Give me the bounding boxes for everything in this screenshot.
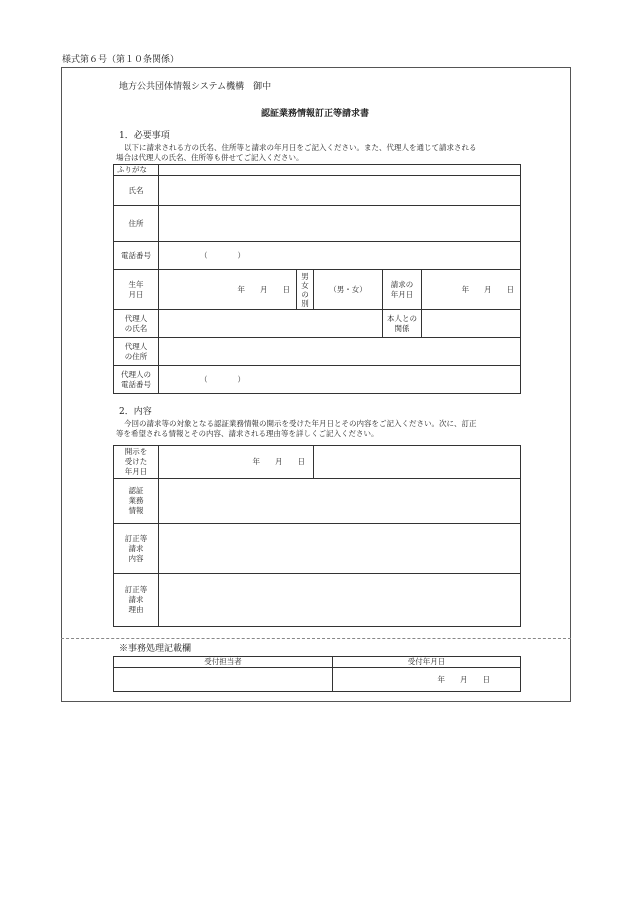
name-label: 氏名: [114, 176, 159, 206]
correction-reason-label-1: 訂正等: [124, 585, 148, 594]
request-date-label: [383, 270, 422, 310]
request-date-label-1: 請求の: [390, 279, 414, 289]
request-date-field[interactable]: [422, 270, 521, 310]
birth-label-1: 生年: [128, 279, 144, 289]
agent-phone-label: [114, 366, 159, 394]
disclosure-date-label-3: 年月日: [124, 467, 148, 476]
agent-phone-label-1: 代理人の: [121, 369, 151, 379]
phone-paren: （ ）: [200, 250, 245, 260]
auth-info-label: [114, 479, 159, 524]
correction-content-label-3: 内容: [128, 553, 144, 563]
disclosure-date-label: [114, 446, 159, 479]
birth-label: [114, 270, 159, 310]
sex-label-2: 女: [301, 280, 309, 290]
received-date-field[interactable]: [333, 668, 521, 692]
agent-address-field[interactable]: [159, 338, 521, 366]
address-label: 住所: [114, 206, 159, 242]
relation-label-1: 本人との: [387, 313, 417, 323]
correction-content-field[interactable]: [159, 524, 521, 574]
phone-label: 電話番号: [114, 242, 159, 270]
phone-field[interactable]: [159, 242, 521, 270]
birth-field[interactable]: [159, 270, 297, 310]
agent-address-label-1: 代理人: [124, 341, 148, 351]
agent-phone-label-2: 電話番号: [121, 379, 151, 389]
furigana-label: ふりがな: [114, 165, 159, 176]
correction-content-label: [114, 524, 159, 574]
agent-name-label-2: の氏名: [124, 323, 148, 333]
section1-note-line1: 以下に請求される方の氏名、住所等と請求の年月日をご記入ください。また、代理人を通じて請求される: [124, 143, 477, 152]
office-heading: ※事務処理記載欄: [119, 644, 192, 654]
correction-reason-label: [114, 574, 159, 627]
applicant-table: [113, 164, 521, 394]
form-number: 様式第６号（第１０条関係）: [62, 55, 180, 65]
auth-info-label-3: 情報: [128, 506, 144, 515]
office-table: [113, 656, 521, 692]
correction-content-label-2: 請求: [128, 543, 144, 553]
agent-name-field[interactable]: [159, 310, 383, 338]
received-date-label: 受付年月日: [333, 657, 521, 668]
section2-heading: 2．内容: [119, 407, 152, 417]
receiver-label: 受付担当者: [114, 657, 333, 668]
sex-label: [297, 270, 314, 310]
correction-reason-label-2: 請求: [128, 595, 144, 604]
page-title: 認証業務情報訂正等請求書: [260, 109, 369, 119]
relation-field[interactable]: [422, 310, 521, 338]
request-date-ymd: 年 月 日: [461, 284, 515, 294]
name-field[interactable]: [159, 176, 521, 206]
office-divider: [61, 638, 571, 639]
received-date-ymd: 年 月 日: [437, 674, 490, 684]
sex-label-3: の: [301, 289, 309, 299]
auth-info-label-1: 認証: [128, 486, 144, 495]
section2-note-line1: 今回の請求等の対象となる認証業務情報の開示を受けた年月日とその内容をご記入ください。次に、訂正: [124, 419, 477, 428]
section1-note-line2: 場合は代理人の氏名、住所等も併せてご記入ください。: [116, 153, 304, 162]
agent-name-label-1: 代理人: [124, 313, 148, 323]
section1-heading: 1．必要事項: [119, 131, 170, 141]
auth-info-label-2: 業務: [128, 496, 144, 505]
agent-address-label-2: の住所: [124, 351, 148, 361]
correction-reason-label-3: 理由: [128, 605, 144, 614]
birth-ymd: 年 月 日: [237, 284, 290, 294]
disclosure-date-label-2: 受けた: [124, 457, 148, 466]
auth-info-field[interactable]: [159, 479, 521, 524]
disclosure-date-field[interactable]: [159, 446, 314, 479]
relation-label: [383, 310, 422, 338]
address-field[interactable]: [159, 206, 521, 242]
sex-field[interactable]: [314, 270, 383, 310]
request-date-label-2: 年月日: [390, 289, 414, 299]
receiver-field[interactable]: [114, 668, 333, 692]
sex-value: （男・女）: [329, 284, 367, 294]
disclosure-date-ymd: 年 月 日: [252, 457, 305, 466]
correction-reason-field[interactable]: [159, 574, 521, 627]
furigana-field[interactable]: [159, 165, 521, 176]
disclosure-blank[interactable]: [314, 446, 521, 479]
agent-phone-paren: （ ）: [200, 374, 245, 384]
agent-phone-field[interactable]: [159, 366, 521, 394]
content-table: [113, 445, 521, 627]
correction-content-label-1: 訂正等: [124, 533, 148, 543]
section2-note-line2: 等を希望される情報とその内容、請求される理由等を詳しくご記入ください。: [116, 429, 379, 438]
agent-address-label: [114, 338, 159, 366]
addressee: 地方公共団体情報システム機構 御中: [119, 82, 272, 92]
agent-name-label: [114, 310, 159, 338]
disclosure-date-label-1: 開示を: [124, 447, 148, 456]
sex-label-4: 別: [301, 298, 309, 308]
relation-label-2: 関係: [394, 323, 410, 333]
sex-label-1: 男: [301, 271, 309, 281]
birth-label-2: 月日: [128, 289, 144, 299]
